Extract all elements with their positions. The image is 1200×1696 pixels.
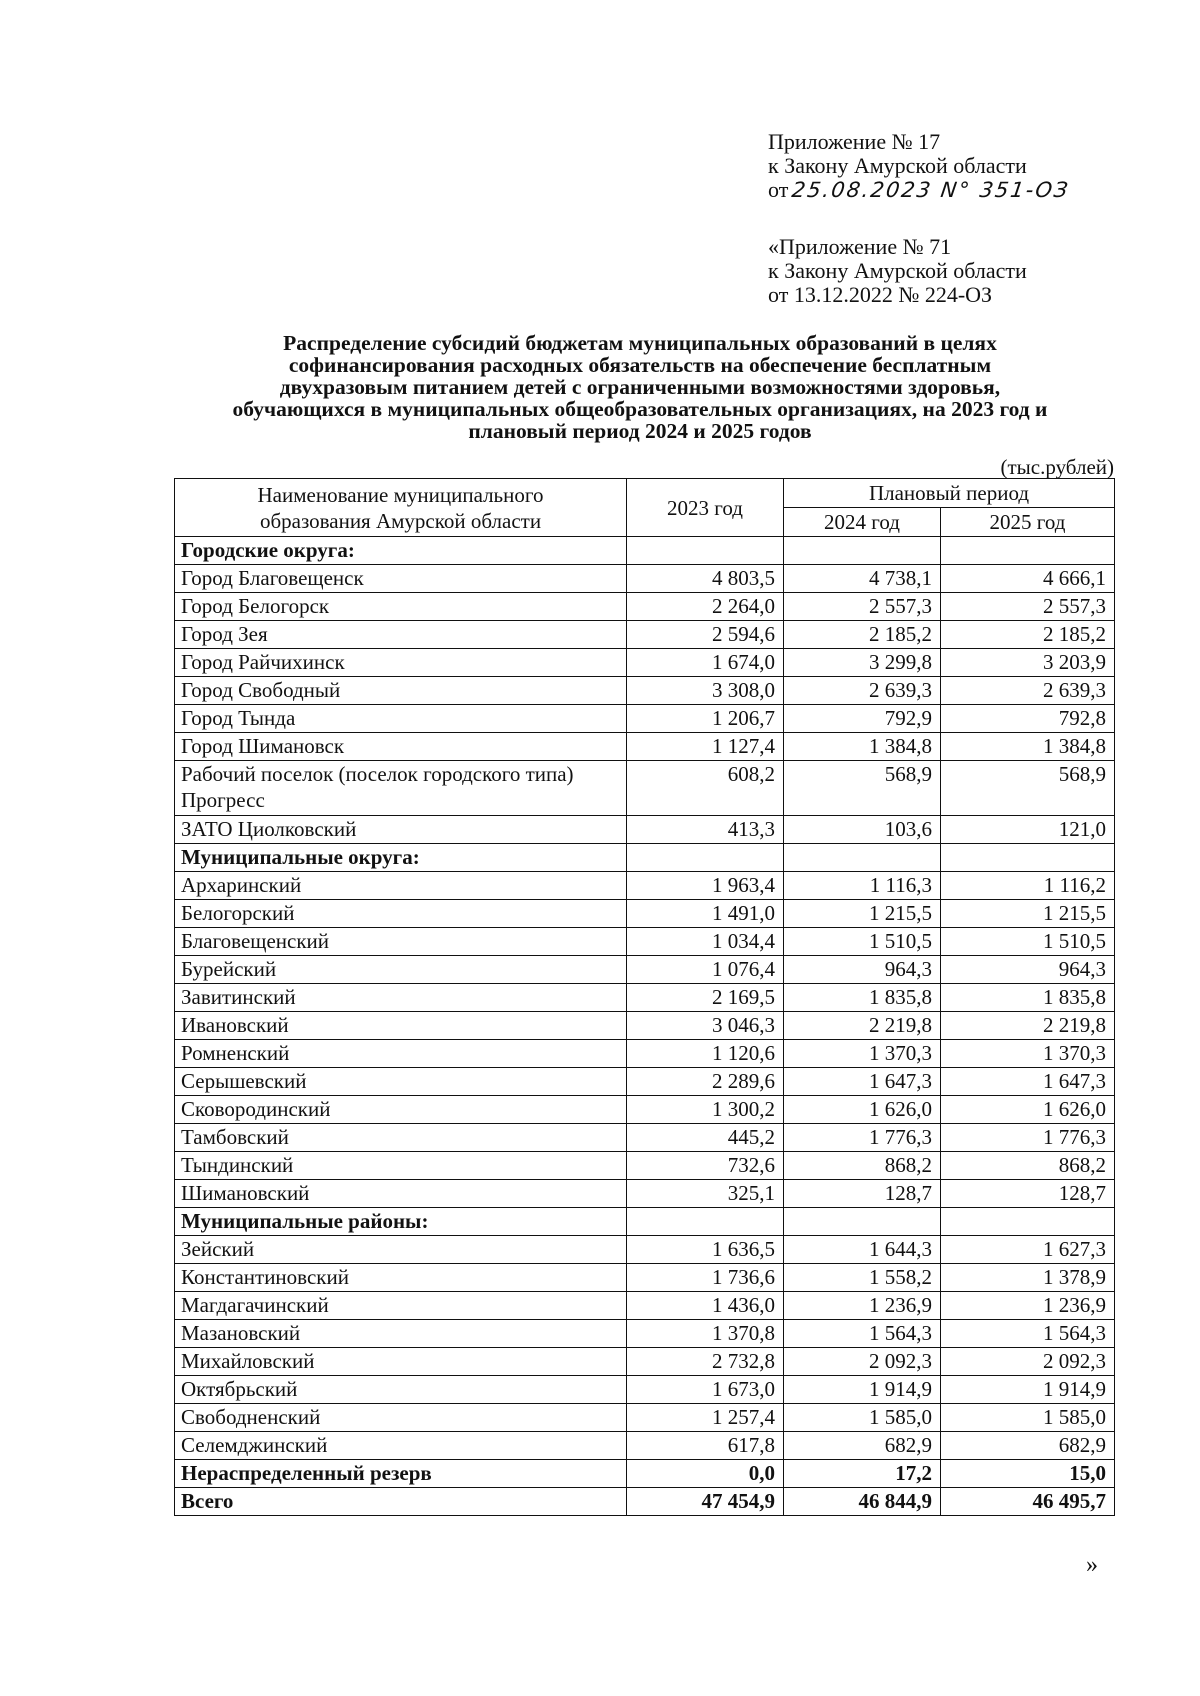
municipality-name: ЗАТО Циолковский — [175, 816, 627, 844]
value-2023: 325,1 — [627, 1180, 784, 1208]
value-2024: 4 738,1 — [784, 565, 941, 593]
table-row — [175, 1376, 1115, 1404]
municipality-name: Всего — [175, 1488, 627, 1516]
value-2023: 1 963,4 — [627, 872, 784, 900]
value-2025: 15,0 — [941, 1460, 1115, 1488]
value-2025 — [941, 844, 1115, 872]
value-2025: 868,2 — [941, 1152, 1115, 1180]
table-body — [175, 537, 1115, 1516]
value-2025: 792,8 — [941, 705, 1115, 733]
municipality-name: Архаринский — [175, 872, 627, 900]
value-2025: 1 647,3 — [941, 1068, 1115, 1096]
value-2025: 682,9 — [941, 1432, 1115, 1460]
value-2025: 2 185,2 — [941, 621, 1115, 649]
municipality-name: Муниципальные округа: — [175, 844, 627, 872]
value-2024: 1 914,9 — [784, 1376, 941, 1404]
table-row — [175, 621, 1115, 649]
table-row — [175, 593, 1115, 621]
value-2023 — [627, 537, 784, 565]
municipality-name: Шимановский — [175, 1180, 627, 1208]
summary-row — [175, 1460, 1115, 1488]
table-row — [175, 1180, 1115, 1208]
value-2024: 3 299,8 — [784, 649, 941, 677]
value-2025: 1 564,3 — [941, 1320, 1115, 1348]
value-2023: 0,0 — [627, 1460, 784, 1488]
table-row — [175, 705, 1115, 733]
value-2023: 2 169,5 — [627, 984, 784, 1012]
value-2024: 1 116,3 — [784, 872, 941, 900]
value-2023: 1 370,8 — [627, 1320, 784, 1348]
municipality-name: Тындинский — [175, 1152, 627, 1180]
header-municipality — [175, 479, 627, 537]
table-row — [175, 928, 1115, 956]
table-row — [175, 733, 1115, 761]
table-row — [175, 1068, 1115, 1096]
value-2024: 17,2 — [784, 1460, 941, 1488]
value-2023: 47 454,9 — [627, 1488, 784, 1516]
value-2024: 1 564,3 — [784, 1320, 941, 1348]
table-row — [175, 649, 1115, 677]
value-2023: 617,8 — [627, 1432, 784, 1460]
appendix-17-header — [768, 130, 1070, 202]
appendix-law-ref: к Закону Амурской области — [768, 258, 1027, 283]
value-2025: 964,3 — [941, 956, 1115, 984]
value-2023: 445,2 — [627, 1124, 784, 1152]
value-2025: 1 914,9 — [941, 1376, 1115, 1404]
value-2023: 2 289,6 — [627, 1068, 784, 1096]
value-2025: 1 835,8 — [941, 984, 1115, 1012]
value-2023: 1 034,4 — [627, 928, 784, 956]
closing-quote: » — [1086, 1552, 1098, 1578]
value-2025: 1 378,9 — [941, 1264, 1115, 1292]
municipality-name: Город Шимановск — [175, 733, 627, 761]
value-2024: 868,2 — [784, 1152, 941, 1180]
table-row — [175, 1432, 1115, 1460]
value-2023: 413,3 — [627, 816, 784, 844]
date-prefix: от — [768, 177, 789, 202]
appendix-date-line: от 13.12.2022 № 224-ОЗ — [768, 282, 993, 307]
value-2024: 1 647,3 — [784, 1068, 941, 1096]
title-line: обучающихся в муниципальных общеобразовательных организациях, на 2023 год и — [232, 397, 1048, 421]
value-2025 — [941, 537, 1115, 565]
value-2023: 1 257,4 — [627, 1404, 784, 1432]
document-title — [160, 332, 1120, 442]
value-2025: 2 639,3 — [941, 677, 1115, 705]
value-2025: 1 626,0 — [941, 1096, 1115, 1124]
value-2024: 682,9 — [784, 1432, 941, 1460]
handwritten-date-number: 25.08.2023 N° 351-ОЗ — [790, 178, 1072, 202]
table-row — [175, 1096, 1115, 1124]
value-2025: 4 666,1 — [941, 565, 1115, 593]
value-2023: 1 076,4 — [627, 956, 784, 984]
title-line: софинансирования расходных обязательств на обеспечение бесплатным — [288, 353, 992, 377]
value-2023 — [627, 844, 784, 872]
table-row — [175, 900, 1115, 928]
municipality-name: Константиновский — [175, 1264, 627, 1292]
value-2023: 732,6 — [627, 1152, 784, 1180]
table-row — [175, 1124, 1115, 1152]
value-2024: 2 092,3 — [784, 1348, 941, 1376]
value-2025: 1 776,3 — [941, 1124, 1115, 1152]
value-2023: 1 127,4 — [627, 733, 784, 761]
table-row — [175, 984, 1115, 1012]
value-2024: 2 185,2 — [784, 621, 941, 649]
value-2025: 568,9 — [941, 761, 1115, 816]
value-2024: 2 557,3 — [784, 593, 941, 621]
table-row — [175, 1040, 1115, 1068]
municipality-name: Ромненский — [175, 1040, 627, 1068]
municipality-name: Муниципальные районы: — [175, 1208, 627, 1236]
table-row — [175, 1292, 1115, 1320]
value-2024: 1 585,0 — [784, 1404, 941, 1432]
value-2025 — [941, 1208, 1115, 1236]
table-row — [175, 1404, 1115, 1432]
table-row — [175, 565, 1115, 593]
value-2024: 2 219,8 — [784, 1012, 941, 1040]
municipality-name: Нераспределенный резерв — [175, 1460, 627, 1488]
municipality-name: Городские округа: — [175, 537, 627, 565]
appendix-law-ref: к Закону Амурской области — [768, 153, 1027, 178]
value-2023: 4 803,5 — [627, 565, 784, 593]
municipality-name: Тамбовский — [175, 1124, 627, 1152]
value-2025: 1 510,5 — [941, 928, 1115, 956]
value-2023: 1 206,7 — [627, 705, 784, 733]
municipality-name: Город Зея — [175, 621, 627, 649]
value-2024: 1 558,2 — [784, 1264, 941, 1292]
value-2024: 1 776,3 — [784, 1124, 941, 1152]
municipality-name: Ивановский — [175, 1012, 627, 1040]
value-2024: 128,7 — [784, 1180, 941, 1208]
value-2025: 1 116,2 — [941, 872, 1115, 900]
value-2024: 2 639,3 — [784, 677, 941, 705]
value-2025: 2 557,3 — [941, 593, 1115, 621]
value-2023: 1 120,6 — [627, 1040, 784, 1068]
value-2023: 1 436,0 — [627, 1292, 784, 1320]
appendix-number: Приложение № 17 — [768, 129, 941, 154]
value-2023: 608,2 — [627, 761, 784, 816]
value-2023: 3 308,0 — [627, 677, 784, 705]
municipality-name: Бурейский — [175, 956, 627, 984]
value-2025: 46 495,7 — [941, 1488, 1115, 1516]
municipality-name: Октябрьский — [175, 1376, 627, 1404]
value-2024: 1 215,5 — [784, 900, 941, 928]
municipality-name: Свободненский — [175, 1404, 627, 1432]
value-2023: 1 300,2 — [627, 1096, 784, 1124]
value-2024 — [784, 844, 941, 872]
table-row — [175, 1264, 1115, 1292]
value-2025: 1 627,3 — [941, 1236, 1115, 1264]
value-2023: 1 636,5 — [627, 1236, 784, 1264]
value-2024: 1 370,3 — [784, 1040, 941, 1068]
value-2024: 568,9 — [784, 761, 941, 816]
value-2023: 2 264,0 — [627, 593, 784, 621]
value-2023: 1 673,0 — [627, 1376, 784, 1404]
municipality-name: Селемджинский — [175, 1432, 627, 1460]
value-2024: 46 844,9 — [784, 1488, 941, 1516]
value-2025: 2 092,3 — [941, 1348, 1115, 1376]
table-row — [175, 1348, 1115, 1376]
value-2024: 1 510,5 — [784, 928, 941, 956]
table-row — [175, 1152, 1115, 1180]
value-2023: 1 736,6 — [627, 1264, 784, 1292]
value-2025: 121,0 — [941, 816, 1115, 844]
value-2024: 103,6 — [784, 816, 941, 844]
value-2023: 1 491,0 — [627, 900, 784, 928]
header-2024: 2024 год — [784, 508, 941, 537]
value-2025: 1 585,0 — [941, 1404, 1115, 1432]
value-2024 — [784, 1208, 941, 1236]
table-row — [175, 956, 1115, 984]
value-2025: 2 219,8 — [941, 1012, 1115, 1040]
table-row — [175, 816, 1115, 844]
municipality-name: Сковородинский — [175, 1096, 627, 1124]
table-row — [175, 761, 1115, 816]
value-2025: 3 203,9 — [941, 649, 1115, 677]
municipality-name: Серышевский — [175, 1068, 627, 1096]
municipality-name: Магдагачинский — [175, 1292, 627, 1320]
value-2024: 1 626,0 — [784, 1096, 941, 1124]
value-2024: 964,3 — [784, 956, 941, 984]
municipality-name: Рабочий поселок (поселок городского типа) Прогресс — [175, 761, 627, 816]
header-2023: 2023 год — [627, 479, 784, 537]
header-municipality-line1: Наименование муниципального — [257, 482, 544, 507]
municipality-name: Город Благовещенск — [175, 565, 627, 593]
value-2024: 1 236,9 — [784, 1292, 941, 1320]
title-line: двухразовым питанием детей с ограниченными возможностями здоровья, — [279, 375, 1001, 399]
appendix-71-header — [768, 235, 1027, 307]
value-2023: 2 732,8 — [627, 1348, 784, 1376]
value-2023 — [627, 1208, 784, 1236]
section-header-row — [175, 1208, 1115, 1236]
summary-row — [175, 1488, 1115, 1516]
value-2024: 1 835,8 — [784, 984, 941, 1012]
value-2024: 1 384,8 — [784, 733, 941, 761]
value-2024 — [784, 537, 941, 565]
municipality-name: Зейский — [175, 1236, 627, 1264]
value-2024: 1 644,3 — [784, 1236, 941, 1264]
municipality-name: Город Свободный — [175, 677, 627, 705]
value-2023: 2 594,6 — [627, 621, 784, 649]
value-2024: 792,9 — [784, 705, 941, 733]
table-row — [175, 1012, 1115, 1040]
appendix-date-line — [768, 178, 1070, 202]
section-header-row — [175, 844, 1115, 872]
value-2023: 3 046,3 — [627, 1012, 784, 1040]
header-municipality-line2: образования Амурской области — [259, 508, 542, 533]
appendix-number: «Приложение № 71 — [768, 234, 952, 259]
municipality-name: Город Райчихинск — [175, 649, 627, 677]
section-header-row — [175, 537, 1115, 565]
title-line: плановый период 2024 и 2025 годов — [468, 419, 812, 443]
table-row — [175, 1320, 1115, 1348]
value-2025: 1 215,5 — [941, 900, 1115, 928]
municipality-name: Белогорский — [175, 900, 627, 928]
value-2023: 1 674,0 — [627, 649, 784, 677]
municipality-name: Город Белогорск — [175, 593, 627, 621]
municipality-name: Город Тында — [175, 705, 627, 733]
units-label: (тыс.рублей) — [1000, 455, 1114, 479]
title-line: Распределение субсидий бюджетам муниципальных образований в целях — [283, 331, 997, 355]
value-2025: 1 370,3 — [941, 1040, 1115, 1068]
value-2025: 128,7 — [941, 1180, 1115, 1208]
value-2025: 1 236,9 — [941, 1292, 1115, 1320]
subsidy-table — [174, 478, 1115, 1516]
table-row — [175, 677, 1115, 705]
table-row — [175, 1236, 1115, 1264]
table-row — [175, 872, 1115, 900]
municipality-name: Михайловский — [175, 1348, 627, 1376]
value-2025: 1 384,8 — [941, 733, 1115, 761]
header-planned-period: Плановый период — [784, 479, 1115, 508]
municipality-name: Мазановский — [175, 1320, 627, 1348]
header-2025: 2025 год — [941, 508, 1115, 537]
municipality-name: Благовещенский — [175, 928, 627, 956]
municipality-name: Завитинский — [175, 984, 627, 1012]
